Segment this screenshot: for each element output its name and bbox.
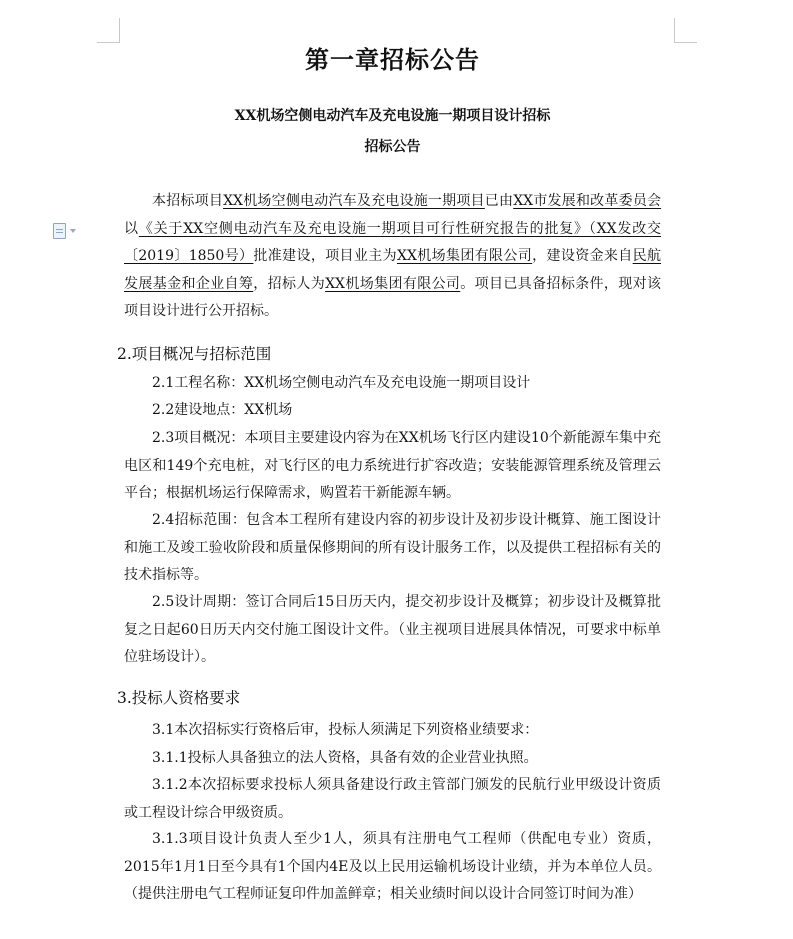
section-3-heading: 3.投标人资格要求 <box>117 689 241 707</box>
chapter-title: 第一章招标公告 <box>305 45 480 74</box>
section-2-item: 2.5设计周期：签订合同后15日历天内，提交初步设计及概算；初步设计及概算批复之日起60日历天内交付施工图设计文件。（业主视项目进展具体情况，可要求中标单位驻场设计）。 <box>124 594 661 665</box>
intro-project-name: XX机场空侧电动汽车及充电设施一期项目 <box>223 193 485 209</box>
page-corner-mark-top-left <box>97 18 120 43</box>
intro-approval-doc: 《关于XX空侧电动汽车及充电设施一期项目可行性研究报告的批复》（XX发改交〔2019〕1850号） <box>124 220 661 264</box>
section-3-item: 3.1.1投标人具备独立的法人资格，具备有效的企业营业执照。 <box>152 750 538 766</box>
document-icon <box>53 223 66 239</box>
intro-approver: XX市发展和改革委员会 <box>513 193 662 209</box>
section-2-item: 2.3项目概况：本项目主要建设内容为在XX机场飞行区内建设10个新能源车集中充电区和149个充电桩，对飞行区的电力系统进行扩容改造；安装能源管理系统及管理云平台；根据机场运行保障需求，购置若干新能源车辆。 <box>124 430 661 501</box>
intro-text: ，招标人为 <box>253 275 326 292</box>
intro-paragraph <box>124 188 661 326</box>
intro-text: 本招标项目 <box>152 193 224 209</box>
intro-funding: 民航发展基金和企业自筹 <box>124 248 662 292</box>
section-3-item: 3.1.2本次招标要求投标人须具备建设行政主管部门颁发的民航行业甲级设计资质或工程设计综合甲级资质。 <box>124 777 661 821</box>
intro-text: 。项目已具备招标条件，现对该项目设计进行公开招标。 <box>124 275 662 319</box>
section-2-item: 2.1工程名称：XX机场空侧电动汽车及充电设施一期项目设计 <box>152 375 531 391</box>
announcement-subtitle: 招标公告 <box>364 139 421 155</box>
section-3-item: 3.1.3项目设计负责人至少1人，须具有注册电气工程师（供配电专业）资质，2015年1月1日至今具有1个国内4E及以上民用运输机场设计业绩，并为本单位人员。（提供注册电气工程师证复印件加盖鲜章；相关业绩时间以设计合同签订时间为准） <box>124 831 661 902</box>
intro-owner: XX机场集团有限公司 <box>396 248 533 264</box>
intro-text: 批准建设，项目业主为 <box>253 248 397 264</box>
section-3-item: 3.1本次招标实行资格后审，投标人须满足下列资格业绩要求： <box>152 722 539 738</box>
section-2-item: 2.2建设地点：XX机场 <box>152 402 293 418</box>
chevron-down-icon <box>70 229 76 233</box>
section-2-heading: 2.项目概况与招标范围 <box>117 345 272 363</box>
intro-text: 以 <box>124 220 139 237</box>
intro-text: ，建设资金来自 <box>532 248 633 264</box>
page-corner-mark-top-right <box>674 18 697 43</box>
paragraph-layout-tool[interactable] <box>53 223 76 239</box>
intro-text: 已由 <box>484 193 514 209</box>
project-subtitle: XX机场空侧电动汽车及充电设施一期项目设计招标 <box>234 108 551 124</box>
section-2-item: 2.4招标范围：包含本工程所有建设内容的初步设计及初步设计概算、施工图设计和施工及竣工验收阶段和质量保修期间的所有设计服务工作，以及提供工程招标有关的技术指标等。 <box>124 512 661 583</box>
intro-tenderer: XX机场集团有限公司 <box>325 275 461 292</box>
